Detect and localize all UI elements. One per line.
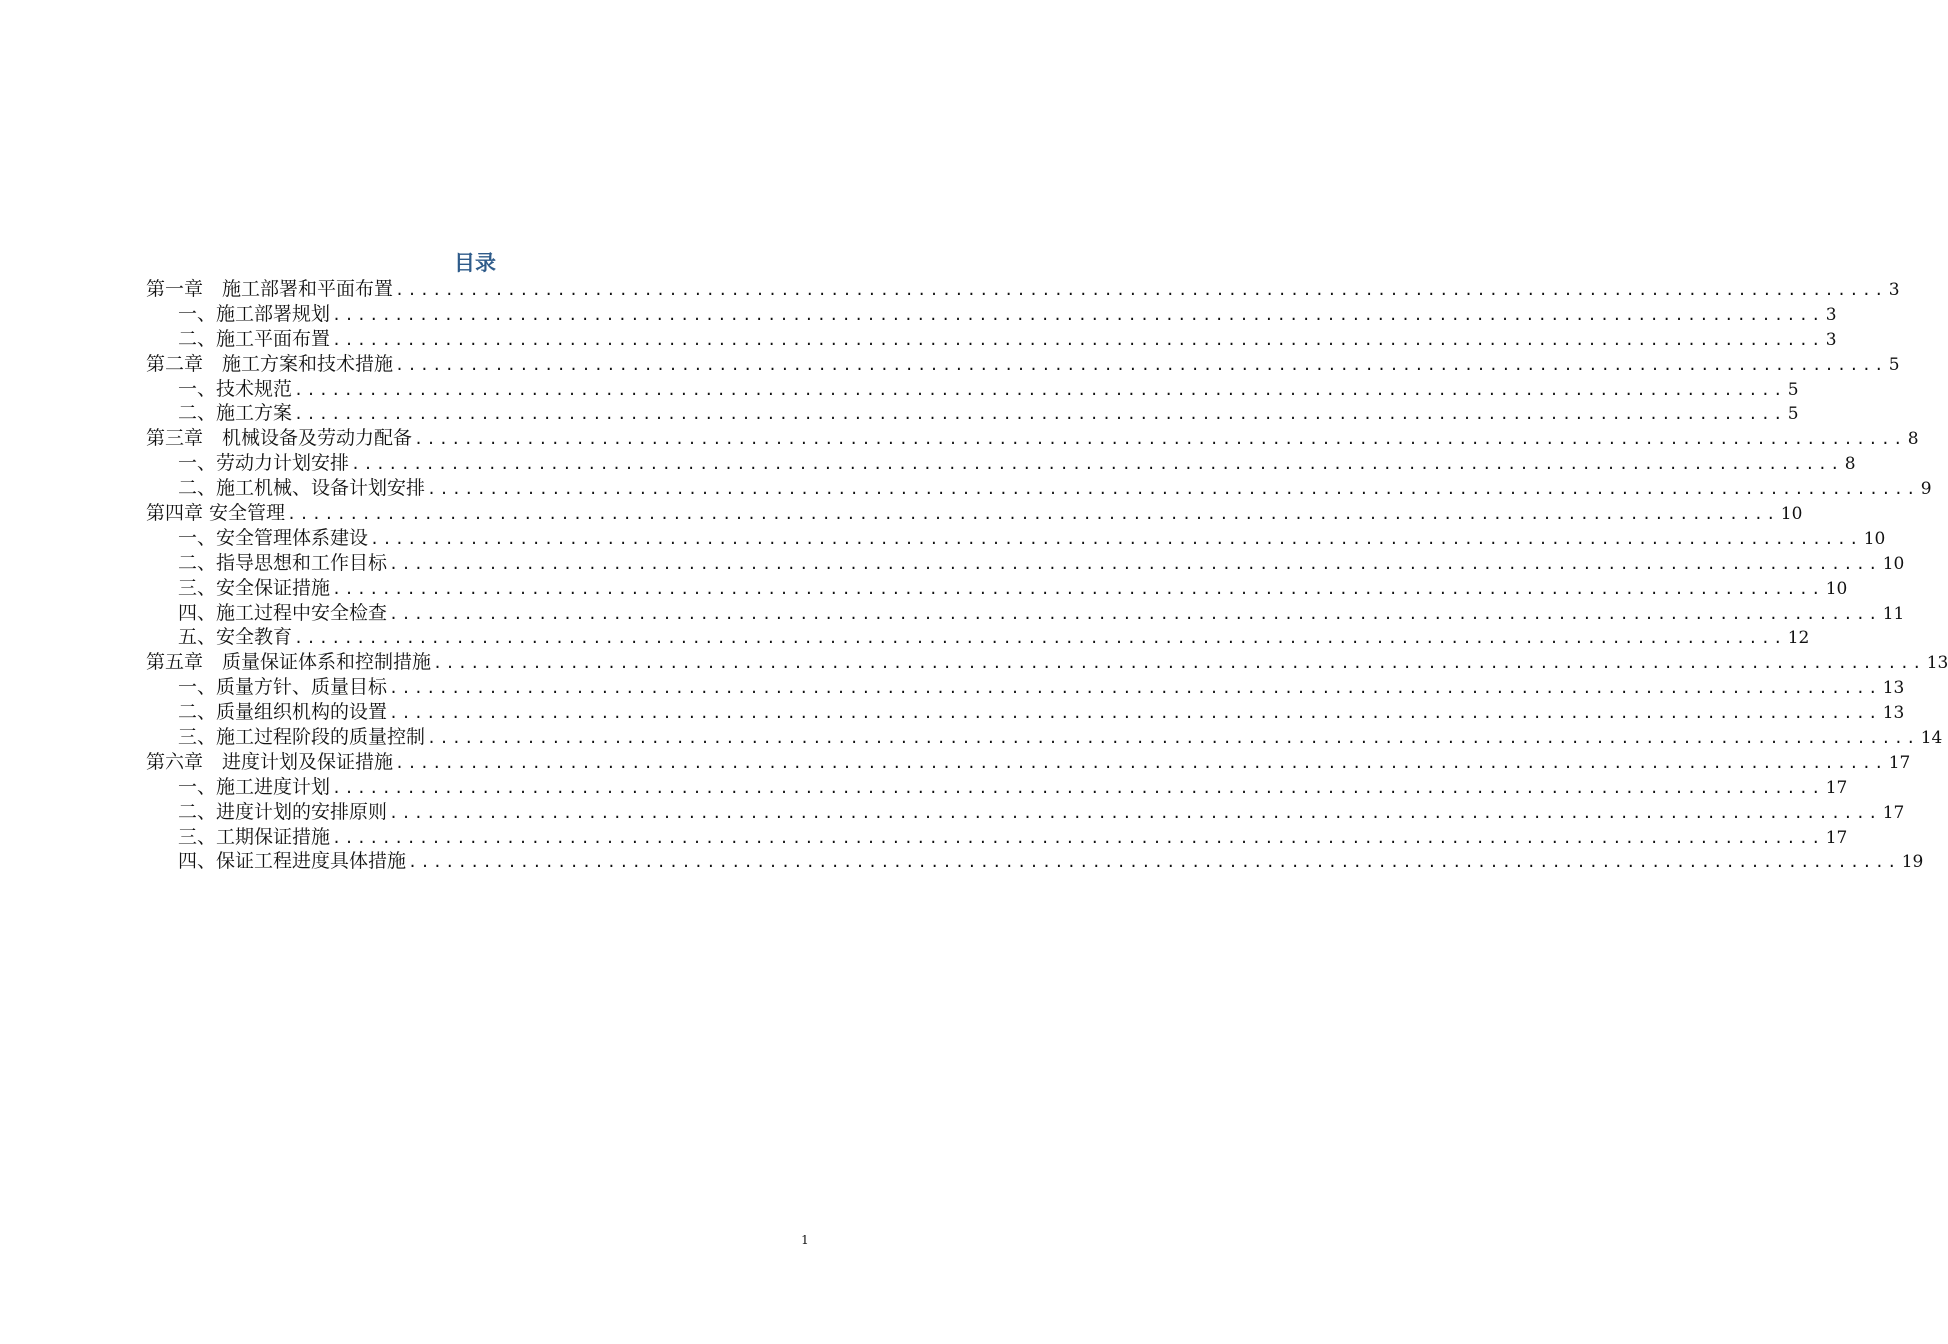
toc-chapter-entry[interactable] (146, 650, 1948, 675)
toc-section-entry[interactable] (146, 526, 1886, 551)
toc-entry-page: 10 (1882, 553, 1905, 574)
toc-entry-text: 第六章 进度计划及保证措施 (146, 750, 394, 773)
dot-leader: ........................................................................................................................ (395, 355, 1887, 374)
toc-entry-page: 10 (1780, 504, 1803, 525)
toc-section-entry[interactable] (146, 700, 1905, 725)
dot-leader: ........................................................................................................................ (294, 405, 1786, 424)
toc-entry-page: 17 (1888, 752, 1911, 773)
toc-section-entry[interactable] (146, 302, 1837, 327)
dot-leader: ........................................................................................................................ (294, 629, 1786, 648)
dot-leader: ........................................................................................................................ (389, 803, 1881, 822)
toc-chapter-entry[interactable] (146, 750, 1911, 775)
toc-entry-page: 3 (1825, 304, 1837, 325)
toc-entry-page: 10 (1863, 528, 1886, 549)
dot-leader: ........................................................................................................................ (332, 778, 1824, 797)
toc-section-entry[interactable] (146, 551, 1905, 576)
toc-entry-page: 13 (1882, 678, 1905, 699)
toc-chapter-entry[interactable] (146, 277, 1900, 302)
toc-entry-text: 三、安全保证措施 (178, 576, 331, 599)
toc-section-entry[interactable] (146, 775, 1848, 800)
dot-leader: ........................................................................................................................ (389, 679, 1881, 698)
toc-entry-text: 二、施工方案 (178, 402, 293, 425)
toc-chapter-entry[interactable] (146, 352, 1900, 377)
toc-section-entry[interactable] (146, 401, 1799, 426)
toc-entry-page: 17 (1882, 802, 1905, 823)
toc-section-entry[interactable] (146, 800, 1905, 825)
dot-leader: ........................................................................................................................ (332, 579, 1824, 598)
toc-entry-text: 二、指导思想和工作目标 (178, 551, 388, 574)
toc-entry-page: 17 (1825, 827, 1848, 848)
dot-leader: ........................................................................................................................ (427, 480, 1919, 499)
toc-entry-page: 5 (1888, 354, 1900, 375)
toc-section-entry[interactable] (146, 327, 1837, 352)
toc-entry-text: 五、安全教育 (178, 626, 293, 649)
dot-leader: ........................................................................................................................ (332, 330, 1824, 349)
toc-entry-page: 10 (1825, 578, 1848, 599)
toc-section-entry[interactable] (146, 576, 1848, 601)
dot-leader: ........................................................................................................................ (389, 704, 1881, 723)
dot-leader: ........................................................................................................................ (294, 380, 1786, 399)
toc-entry-page: 13 (1926, 653, 1948, 674)
toc-entry-page: 3 (1888, 280, 1900, 300)
toc-entry-page: 5 (1787, 404, 1799, 425)
toc-entry-text: 一、施工部署规划 (178, 302, 331, 325)
toc-section-entry[interactable] (146, 825, 1848, 850)
dot-leader: ........................................................................................................................ (370, 529, 1862, 548)
toc-entry-page: 3 (1825, 329, 1837, 350)
toc-entry-page: 17 (1825, 777, 1848, 798)
dot-leader: ........................................................................................................................ (332, 828, 1824, 847)
dot-leader: ........................................................................................................................ (395, 281, 1887, 299)
toc-entry-page: 11 (1882, 603, 1905, 624)
toc-section-entry[interactable] (146, 725, 1943, 750)
toc-section-entry[interactable] (146, 675, 1905, 700)
toc-entry-text: 三、施工过程阶段的质量控制 (178, 726, 426, 749)
toc-entry-text: 二、进度计划的安排原则 (178, 800, 388, 823)
toc-section-entry[interactable] (146, 849, 1924, 874)
toc-section-entry[interactable] (146, 476, 1932, 501)
toc-section-entry[interactable] (146, 377, 1799, 402)
toc-entry-text: 四、施工过程中安全检查 (178, 601, 388, 624)
dot-leader: ........................................................................................................................ (389, 554, 1881, 573)
toc-entry-text: 第四章 安全管理 (146, 502, 286, 525)
toc-entry-page: 8 (1844, 454, 1856, 475)
table-of-contents (146, 277, 1948, 874)
toc-entry-page: 19 (1901, 852, 1924, 873)
toc-chapter-entry[interactable] (146, 501, 1803, 526)
toc-entry-page: 14 (1920, 728, 1943, 749)
dot-leader: ........................................................................................................................ (433, 654, 1925, 673)
toc-entry-text: 二、施工平面布置 (178, 327, 331, 350)
page-number: 1 (801, 1233, 809, 1247)
toc-section-entry[interactable] (146, 601, 1905, 626)
toc-entry-text: 四、保证工程进度具体措施 (178, 850, 407, 873)
toc-entry-text: 一、安全管理体系建设 (178, 526, 369, 549)
toc-title: 目录 (454, 251, 496, 275)
toc-entry-page: 13 (1882, 703, 1905, 724)
toc-entry-page: 5 (1787, 379, 1799, 400)
toc-entry-text: 一、施工进度计划 (178, 775, 331, 798)
toc-entry-text: 三、工期保证措施 (178, 825, 331, 848)
toc-entry-text: 一、技术规范 (178, 377, 293, 400)
toc-entry-page: 9 (1920, 479, 1932, 500)
toc-section-entry[interactable] (146, 451, 1856, 476)
dot-leader: ........................................................................................................................ (351, 455, 1843, 474)
toc-entry-page: 8 (1907, 429, 1919, 450)
toc-entry-page: 12 (1787, 628, 1810, 649)
dot-leader: ........................................................................................................................ (414, 430, 1906, 449)
toc-entry-text: 一、质量方针、质量目标 (178, 676, 388, 699)
toc-chapter-entry[interactable] (146, 426, 1919, 451)
toc-entry-text: 一、劳动力计划安排 (178, 452, 350, 475)
dot-leader: ........................................................................................................................ (427, 729, 1919, 748)
toc-entry-text: 第一章 施工部署和平面布置 (146, 278, 394, 300)
toc-entry-text: 二、施工机械、设备计划安排 (178, 477, 426, 500)
dot-leader: ........................................................................................................................ (408, 853, 1900, 872)
dot-leader: ........................................................................................................................ (389, 604, 1881, 623)
toc-entry-text: 第三章 机械设备及劳动力配备 (146, 427, 413, 450)
dot-leader: ........................................................................................................................ (332, 305, 1824, 324)
toc-section-entry[interactable] (146, 625, 1810, 650)
dot-leader: ........................................................................................................................ (287, 505, 1779, 524)
toc-entry-text: 第二章 施工方案和技术措施 (146, 352, 394, 375)
dot-leader: ........................................................................................................................ (395, 753, 1887, 772)
toc-entry-text: 二、质量组织机构的设置 (178, 701, 388, 724)
toc-entry-text: 第五章 质量保证体系和控制措施 (146, 651, 432, 674)
